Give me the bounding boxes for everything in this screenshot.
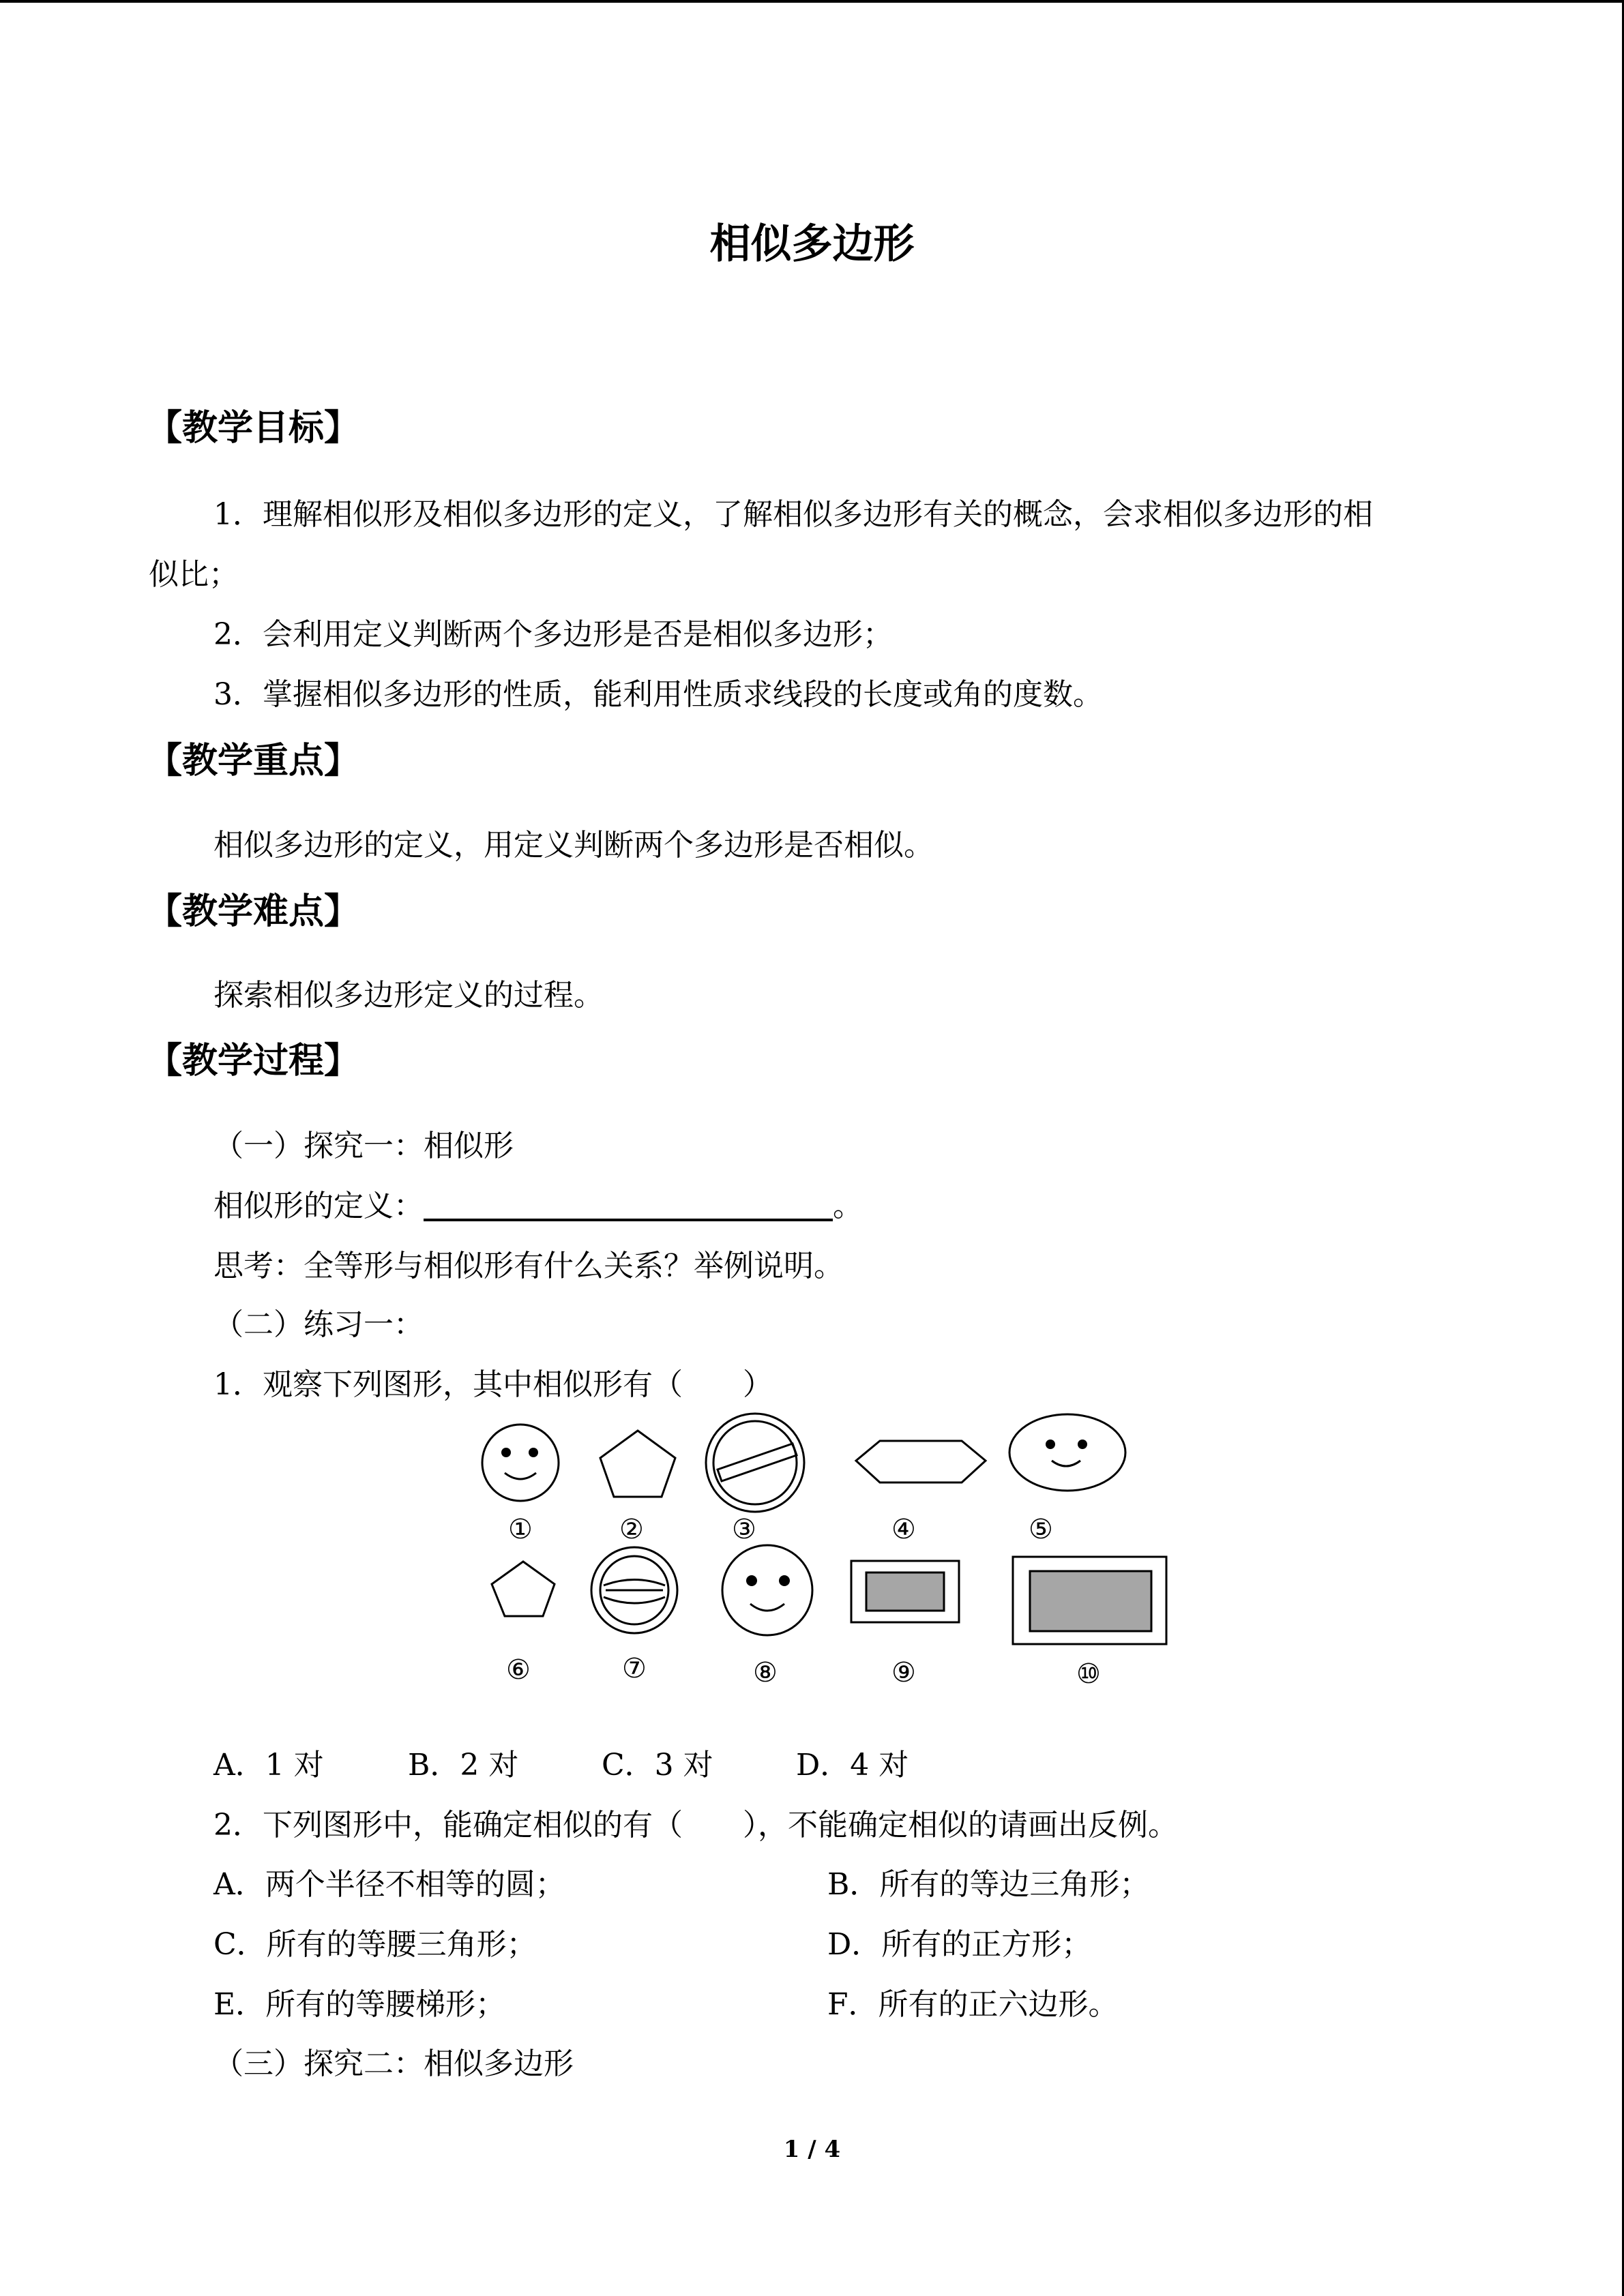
explore-2-title: （三）探究二：相似多边形 xyxy=(213,2046,574,2081)
page-number: 1 / 4 xyxy=(783,2136,841,2163)
q1-option-b: B．2 对 xyxy=(408,1748,519,1783)
figure-group xyxy=(471,1412,1187,1698)
difficulties-text: 探索相似多边形定义的过程。 xyxy=(213,978,604,1013)
q1-option-c: C．3 对 xyxy=(602,1748,713,1783)
q2-option-a: A．两个半径不相等的圆； xyxy=(213,1867,565,1902)
definition-label: 相似形的定义： xyxy=(213,1189,424,1223)
page-title: 相似多边形 xyxy=(709,220,915,268)
q2-option-b: B．所有的等边三角形； xyxy=(827,1867,1150,1902)
figure-8-smiley xyxy=(722,1545,812,1635)
figure-7-circle-bars xyxy=(591,1547,677,1633)
figure-label-6: ⑥ xyxy=(506,1654,531,1686)
objective-3: 3．掌握相似多边形的性质，能利用性质求线段的长度或角的度数。 xyxy=(213,677,1103,712)
figure-4-hexagon xyxy=(856,1441,986,1482)
definition-blank[interactable] xyxy=(424,1189,833,1221)
figure-label-4: ④ xyxy=(891,1514,916,1545)
definition-end: 。 xyxy=(833,1189,863,1223)
question-1: 1．观察下列图形，其中相似形有（ ） xyxy=(213,1367,773,1402)
objective-2: 2．会利用定义判断两个多边形是否是相似多边形； xyxy=(213,617,893,652)
q1-option-a: A．1 对 xyxy=(213,1748,324,1783)
practice-1-title: （二）练习一： xyxy=(213,1307,424,1342)
figure-2-pentagon xyxy=(600,1431,675,1497)
figure-label-7: ⑦ xyxy=(622,1653,647,1684)
objective-1-line-1: 1．理解相似形及相似多边形的定义，了解相似多边形有关的概念，会求相似多边形的相 xyxy=(213,497,1373,532)
difficulties-heading: 【教学难点】 xyxy=(147,891,360,932)
figure-label-5: ⑤ xyxy=(1029,1514,1053,1545)
figure-label-2: ② xyxy=(619,1514,644,1545)
q2-option-e: E．所有的等腰梯形； xyxy=(213,1987,506,2022)
figure-6-pentagon xyxy=(492,1562,555,1616)
definition-line xyxy=(213,1181,863,1225)
keypoints-text: 相似多边形的定义，用定义判断两个多边形是否相似。 xyxy=(213,828,934,863)
explore-1-title: （一）探究一：相似形 xyxy=(213,1129,514,1163)
keypoints-heading: 【教学重点】 xyxy=(147,741,360,781)
figure-label-9: ⑨ xyxy=(891,1657,916,1688)
think-question: 思考：全等形与相似形有什么关系？举例说明。 xyxy=(213,1249,844,1283)
objectives-heading: 【教学目标】 xyxy=(147,408,360,449)
question-2: 2．下列图形中，能确定相似的有（ ），不能确定相似的请画出反例。 xyxy=(213,1808,1178,1843)
figure-9-rectangle xyxy=(851,1561,959,1622)
q2-option-d: D．所有的正方形； xyxy=(827,1927,1092,1962)
figure-label-1: ① xyxy=(508,1514,533,1545)
figure-label-3: ③ xyxy=(732,1514,756,1545)
process-heading: 【教学过程】 xyxy=(147,1041,360,1082)
figure-10-rectangle xyxy=(1013,1557,1166,1644)
figure-5-oval-smiley xyxy=(1009,1414,1125,1491)
figure-label-8: ⑧ xyxy=(753,1657,778,1688)
objective-1-line-2: 似比； xyxy=(149,557,239,592)
q2-option-f: F．所有的正六边形。 xyxy=(827,1987,1119,2022)
figure-label-10: ⑩ xyxy=(1076,1658,1101,1690)
q2-option-c: C．所有的等腰三角形； xyxy=(213,1927,537,1962)
q1-option-d: D．4 对 xyxy=(796,1748,909,1783)
figure-3-circle-bar xyxy=(706,1414,804,1512)
top-border xyxy=(0,0,1624,3)
figure-1-smiley xyxy=(482,1425,559,1501)
